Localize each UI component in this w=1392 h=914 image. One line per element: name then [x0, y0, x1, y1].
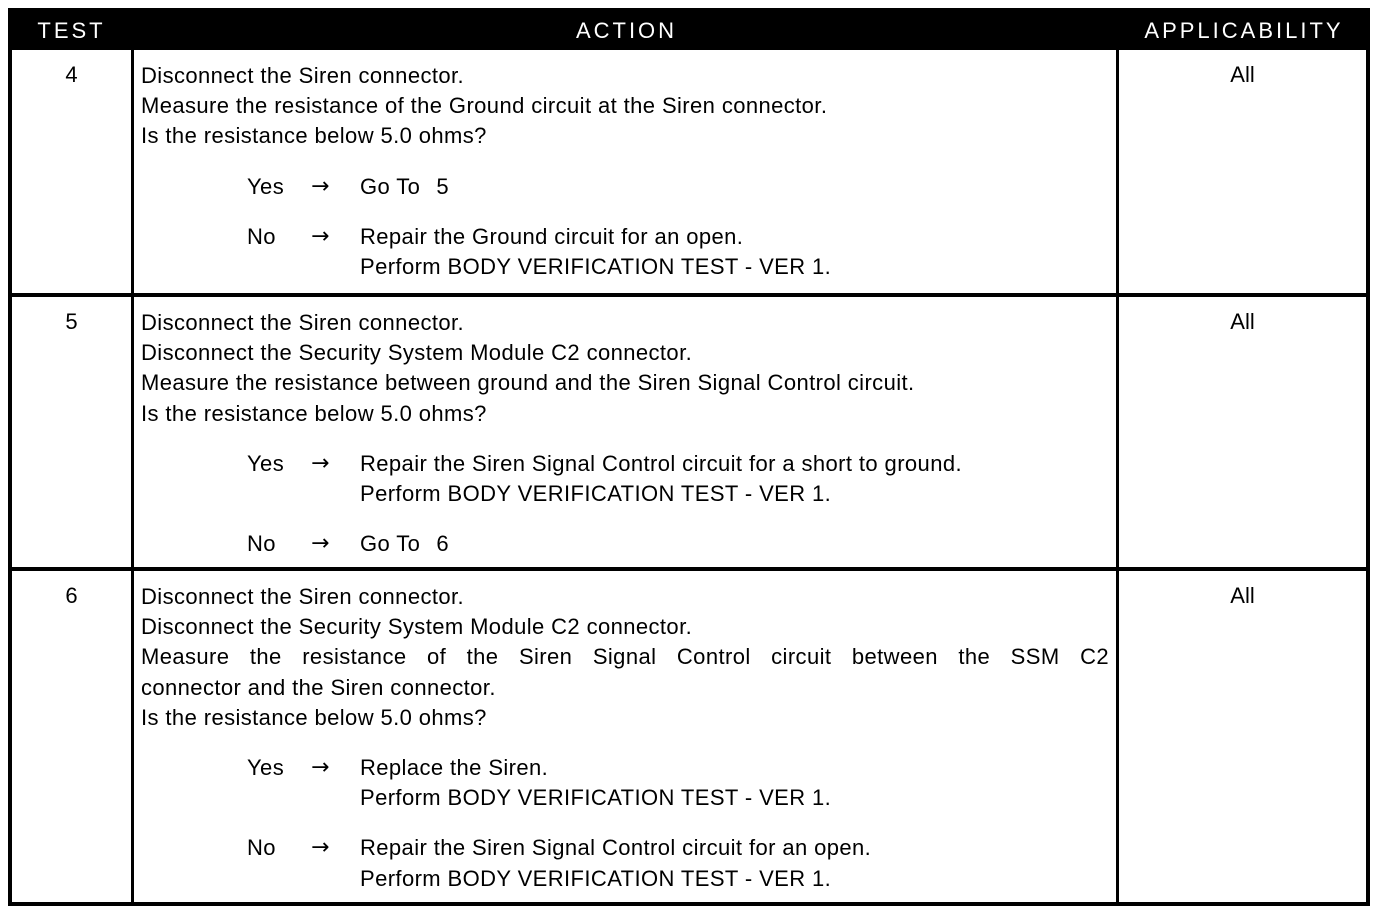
right-arrow-icon: →	[311, 173, 330, 199]
no-outcome	[141, 222, 1116, 282]
table-row-test-5	[12, 293, 1366, 567]
applicability-value: All	[1230, 583, 1255, 608]
no-label: No	[247, 531, 276, 557]
yes-label: Yes	[247, 755, 285, 781]
no-outcome	[141, 833, 1116, 893]
yes-action	[360, 172, 1116, 202]
yes-action: Repair the Siren Signal Control circuit for a short to ground.	[360, 450, 962, 476]
right-arrow-icon: →	[311, 450, 330, 476]
action-step: Is the resistance below 5.0 ohms?	[141, 704, 487, 730]
no-action: Repair the Siren Signal Control circuit for an open.	[360, 835, 872, 861]
test-number: 6	[65, 583, 78, 608]
table-row-test-6	[12, 567, 1366, 902]
goto-text: Go To	[360, 531, 421, 557]
applicability-value: All	[1230, 309, 1255, 334]
diagnostic-table	[8, 8, 1370, 906]
yes-outcome	[141, 449, 1116, 509]
right-arrow-icon: →	[311, 531, 330, 557]
action-step: Disconnect the Siren connector.	[141, 584, 465, 609]
table-row-test-4	[12, 50, 1366, 293]
test-number: 4	[65, 62, 78, 87]
yes-outcome	[141, 753, 1116, 813]
no-outcome	[141, 529, 1116, 559]
action-step: Disconnect the Siren connector.	[141, 310, 465, 335]
yes-action: Replace the Siren.	[360, 755, 549, 781]
goto-text: Go To	[360, 173, 421, 199]
action-step: Is the resistance below 5.0 ohms?	[141, 400, 487, 426]
goto-test-number: 6	[436, 531, 449, 557]
test-number: 5	[65, 309, 78, 334]
yes-label: Yes	[247, 450, 285, 476]
action-step: Is the resistance below 5.0 ohms?	[141, 123, 487, 149]
action-step: Disconnect the Security System Module C2 connector.	[141, 340, 693, 366]
header-applicability: APPLICABILITY	[1144, 18, 1344, 43]
no-action: Repair the Ground circuit for an open.	[360, 223, 744, 249]
goto-test-number: 5	[436, 173, 449, 199]
action-step: connector and the Siren connector.	[141, 674, 496, 700]
action-step: Disconnect the Siren connector.	[141, 63, 465, 88]
action-step: Measure the resistance of the Ground circuit at the Siren connector.	[141, 93, 828, 119]
right-arrow-icon: →	[311, 835, 330, 861]
applicability-value: All	[1230, 62, 1255, 87]
table-header	[12, 12, 1366, 50]
yes-action: Perform BODY VERIFICATION TEST - VER 1.	[360, 481, 832, 507]
right-arrow-icon: →	[311, 223, 330, 249]
no-action: Perform BODY VERIFICATION TEST - VER 1.	[360, 865, 832, 891]
yes-label: Yes	[247, 173, 285, 199]
no-label: No	[247, 223, 276, 249]
header-action: ACTION	[575, 18, 678, 43]
no-label: No	[247, 835, 276, 861]
yes-outcome	[141, 172, 1116, 202]
action-step: Measure the resistance between ground and the Siren Signal Control circuit.	[141, 370, 915, 396]
action-step: Measure the resistance of the Siren Signal Control circuit between the SSM C2	[141, 644, 1109, 670]
action-cell	[141, 50, 1116, 282]
yes-action: Perform BODY VERIFICATION TEST - VER 1.	[360, 785, 832, 811]
no-action	[360, 529, 1116, 559]
action-cell	[141, 297, 1116, 559]
no-action: Perform BODY VERIFICATION TEST - VER 1.	[360, 254, 832, 280]
action-step: Disconnect the Security System Module C2 connector.	[141, 614, 693, 640]
header-test: TEST	[37, 18, 106, 43]
action-cell	[141, 571, 1116, 894]
right-arrow-icon: →	[311, 755, 330, 781]
